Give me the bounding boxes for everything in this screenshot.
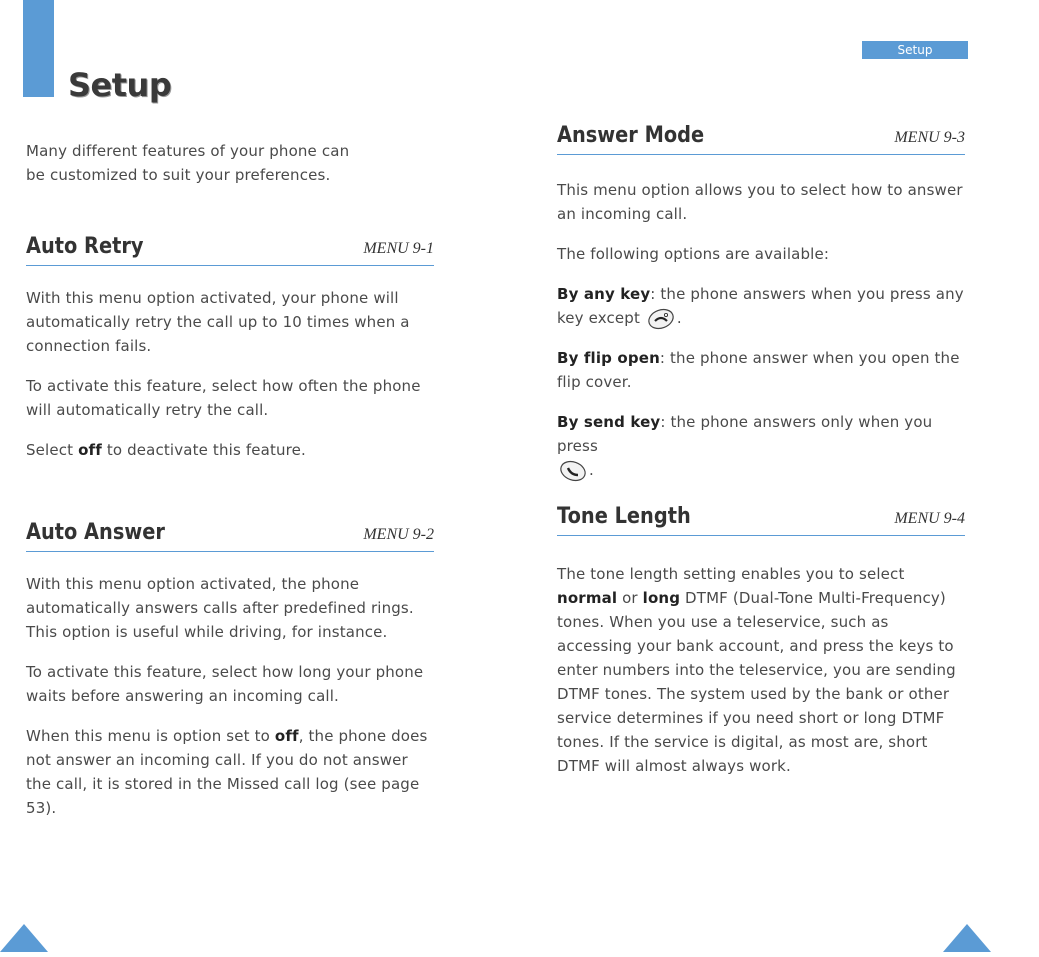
- section-heading: [557, 499, 965, 536]
- bold-term: off: [274, 727, 299, 745]
- end-key-icon: [647, 308, 675, 330]
- option-any-key: By any key: the phone answers when you press any key except .: [557, 282, 965, 330]
- option-send-key: By send key: the phone answers only when you press .: [557, 410, 965, 482]
- page-number-right: 93: [943, 914, 991, 952]
- paragraph: To activate this feature, select how long your phone waits before answering an incoming call.: [26, 663, 424, 705]
- paragraph: With this menu option activated, the phone automatically answers calls after predefined rings. This option is useful while driving, for instance.: [26, 575, 414, 641]
- intro-block: [26, 139, 434, 187]
- bold-term: off: [78, 441, 102, 459]
- section-heading: [26, 518, 434, 552]
- paragraph: The tone length setting enables you to select normal or long DTMF (Dual-Tone Multi-Frequency) tones. When you use a teleservice, such as accessing your bank account, and press the keys to enter numbers into the teleservice, you are sending DTMF tones. The system used by the bank or other service determines if you need short or long DTMF tones. If the service is digital, as most are, short DTMF will almost always work.: [557, 565, 956, 775]
- menu-code: MENU 9-2: [363, 526, 434, 543]
- bold-term: By any key: [557, 285, 651, 303]
- section-auto-retry: [26, 232, 434, 462]
- page-title: Setup: [68, 66, 172, 104]
- bold-term: long: [642, 589, 681, 607]
- section-title: Auto Retry: [26, 234, 144, 259]
- section-auto-answer: [26, 518, 434, 820]
- intro-text: Many different features of your phone can be customized to suit your preferences.: [26, 142, 350, 184]
- section-tab-bar: [23, 0, 54, 97]
- section-title: Tone Length: [557, 504, 691, 529]
- bold-term: By flip open: [557, 349, 660, 367]
- send-key-icon: [559, 460, 587, 482]
- bold-term: By send key: [557, 413, 661, 431]
- paragraph: This menu option allows you to select how to answer an incoming call.: [557, 181, 963, 223]
- section-heading: [26, 232, 434, 266]
- page-number-left: 92: [0, 914, 48, 952]
- running-header-tab: Setup: [862, 41, 968, 59]
- page-number-triangle-icon: [0, 914, 48, 952]
- section-title: Answer Mode: [557, 123, 705, 148]
- section-answer-mode: [557, 115, 965, 482]
- option-flip-open: By flip open: the phone answer when you open the flip cover.: [557, 349, 960, 391]
- section-heading: [557, 115, 965, 155]
- menu-code: MENU 9-3: [894, 129, 965, 146]
- menu-code: MENU 9-4: [894, 510, 965, 527]
- paragraph: Select off to deactivate this feature.: [26, 441, 306, 459]
- paragraph: When this menu is option set to off, the phone does not answer an incoming call. If you do not answer the call, it is stored in the Missed call log (see page 53).: [26, 727, 428, 817]
- paragraph: The following options are available:: [557, 245, 830, 263]
- section-tone-length: [557, 499, 965, 778]
- paragraph: With this menu option activated, your phone will automatically retry the call up to 10 times when a connection fails.: [26, 289, 410, 355]
- page-number-triangle-icon: [943, 914, 991, 952]
- menu-code: MENU 9-1: [363, 240, 434, 257]
- bold-term: normal: [557, 589, 618, 607]
- section-title: Auto Answer: [26, 520, 165, 545]
- paragraph: To activate this feature, select how often the phone will automatically retry the call.: [26, 377, 421, 419]
